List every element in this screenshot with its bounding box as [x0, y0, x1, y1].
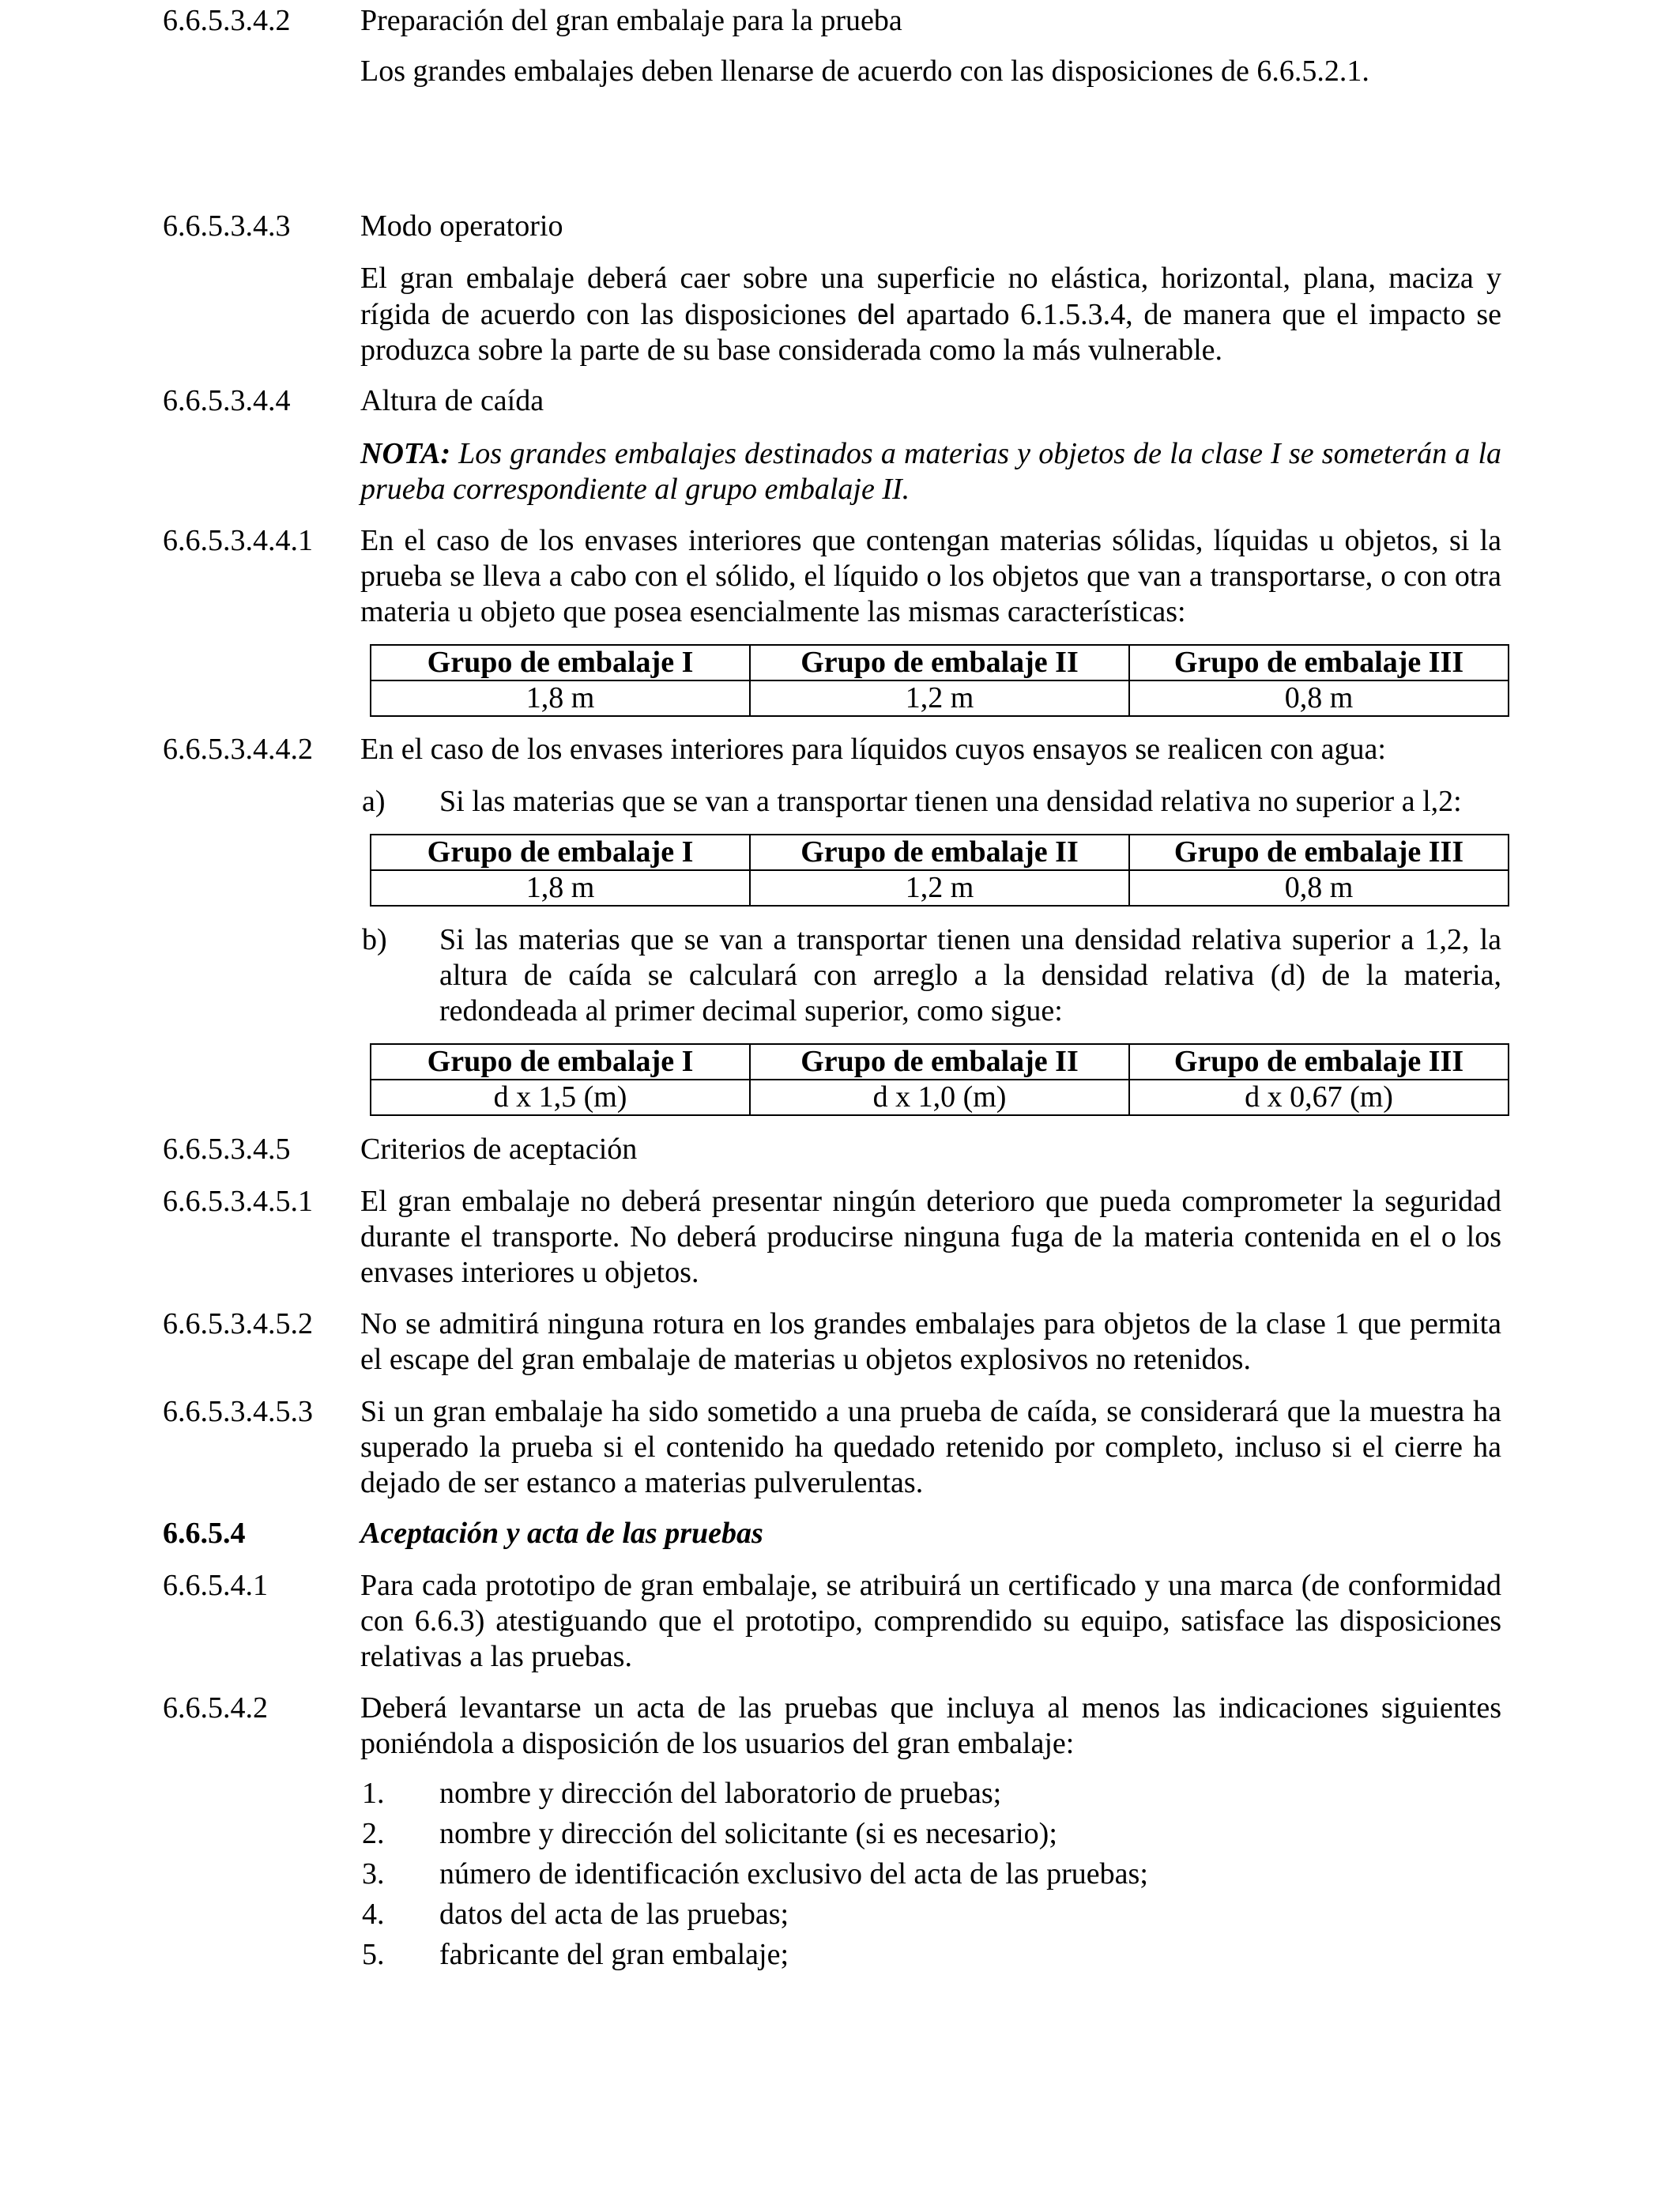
list-item-text: nombre y dirección del laboratorio de pruebas; [439, 1777, 1002, 1810]
section-number: 6.6.5.4.1 [163, 1569, 268, 1602]
list-marker: a) [362, 785, 386, 818]
note-text: Los grandes embalajes destinados a materias y objetos de la clase I se someterán a la prueba correspondiente al grupo embalaje II. [360, 437, 1501, 506]
list-marker: 4. [362, 1898, 385, 1931]
table-cell: 0,8 m [1129, 680, 1509, 716]
list-marker: 5. [362, 1938, 385, 1971]
table-cell: 1,8 m [371, 680, 750, 716]
list-item-text: Si las materias que se van a transportar tienen una densidad relativa superior a 1,2, la altura de caída se calculará con arreglo a la densidad relativa (d) de la materia, redondeada al primer decimal superior, como sigue: [439, 923, 1501, 1027]
section-title: Preparación del gran embalaje para la prueba [360, 4, 902, 37]
list-item-text: número de identificación exclusivo del acta de las pruebas; [439, 1857, 1148, 1891]
list-marker: 3. [362, 1857, 385, 1891]
paragraph: Los grandes embalajes deben llenarse de acuerdo con las disposiciones de 6.6.5.2.1. [360, 55, 1369, 88]
table-row [371, 1080, 1509, 1115]
section-number: 6.6.5.3.4.5.3 [163, 1395, 313, 1428]
drop-height-table [370, 834, 1509, 907]
paragraph: Para cada prototipo de gran embalaje, se atribuirá un certificado y una marca (de conformidad con 6.6.3) atestiguando que el prototipo, comprendido su equipo, satisface las disposiciones relativas a las pruebas. [360, 1569, 1501, 1673]
table-header-row [371, 645, 1509, 680]
section-title: Modo operatorio [360, 209, 563, 243]
list-item-text: fabricante del gran embalaje; [439, 1938, 789, 1971]
section-number: 6.6.5.3.4.4.1 [163, 524, 313, 557]
table-header-row [371, 1044, 1509, 1080]
drop-height-table [370, 1043, 1509, 1116]
paragraph-text: apartado 6.1.5.3.4, de manera que el impacto se produzca sobre la parte de su base considerada como la más vulnerable. [360, 298, 1501, 367]
section-number: 6.6.5.3.4.2 [163, 4, 291, 37]
paragraph: No se admitirá ninguna rotura en los grandes embalajes para objetos de la clase 1 que permita el escape del gran embalaje de materias u objetos explosivos no retenidos. [360, 1307, 1501, 1376]
section-title: Altura de caída [360, 384, 544, 417]
section-number: 6.6.5.4 [163, 1517, 246, 1550]
section-number: 6.6.5.4.2 [163, 1691, 268, 1725]
table-header-cell: Grupo de embalaje III [1129, 835, 1509, 870]
table-row [371, 870, 1509, 906]
table-cell: d x 1,0 (m) [750, 1080, 1129, 1115]
list-marker: 1. [362, 1777, 385, 1810]
note-label: NOTA: [360, 437, 450, 470]
section-number: 6.6.5.3.4.5.1 [163, 1185, 313, 1218]
list-item-text: datos del acta de las pruebas; [439, 1898, 789, 1931]
table-cell: d x 1,5 (m) [371, 1080, 750, 1115]
note [360, 436, 1501, 507]
paragraph: Si un gran embalaje ha sido sometido a una prueba de caída, se considerará que la muestra ha superado la prueba si el contenido ha quedado retenido por completo, incluso si el cierre ha dejado de ser estanco a materias pulverulentas. [360, 1395, 1501, 1499]
table-header-cell: Grupo de embalaje III [1129, 1044, 1509, 1080]
list-marker: b) [362, 923, 387, 956]
table-header-cell: Grupo de embalaje II [750, 835, 1129, 870]
paragraph: El gran embalaje no deberá presentar ningún deterioro que pueda comprometer la seguridad durante el transporte. No deberá producirse ninguna fuga de la materia contenida en el o los envases interiores u objetos. [360, 1185, 1501, 1289]
paragraph: Deberá levantarse un acta de las pruebas que incluya al menos las indicaciones siguientes poniéndola a disposición de los usuarios del gran embalaje: [360, 1691, 1501, 1760]
table-cell: 1,2 m [750, 870, 1129, 906]
table-header-cell: Grupo de embalaje I [371, 645, 750, 680]
section-title: Criterios de aceptación [360, 1133, 638, 1166]
table-cell: 0,8 m [1129, 870, 1509, 906]
section-number: 6.6.5.3.4.5.2 [163, 1307, 313, 1340]
paragraph: En el caso de los envases interiores para líquidos cuyos ensayos se realicen con agua: [360, 733, 1386, 766]
table-header-cell: Grupo de embalaje II [750, 1044, 1129, 1080]
table-header-cell: Grupo de embalaje I [371, 835, 750, 870]
paragraph [360, 261, 1501, 368]
table-cell: 1,2 m [750, 680, 1129, 716]
list-item-text: nombre y dirección del solicitante (si es necesario); [439, 1817, 1057, 1850]
paragraph: En el caso de los envases interiores que contengan materias sólidas, líquidas u objetos, si la prueba se lleva a cabo con el sólido, el líquido o los objetos que van a transportarse, o con otra materia u objeto que posea esencialmente las mismas características: [360, 524, 1501, 628]
section-number: 6.6.5.3.4.5 [163, 1133, 291, 1166]
table-header-row [371, 835, 1509, 870]
table-cell: d x 0,67 (m) [1129, 1080, 1509, 1115]
section-number: 6.6.5.3.4.4 [163, 384, 291, 417]
table-header-cell: Grupo de embalaje III [1129, 645, 1509, 680]
section-number: 6.6.5.3.4.4.2 [163, 733, 313, 766]
list-item-text: Si las materias que se van a transportar tienen una densidad relativa no superior a l,2: [439, 785, 1462, 818]
table-header-cell: Grupo de embalaje I [371, 1044, 750, 1080]
section-number: 6.6.5.3.4.3 [163, 209, 291, 243]
paragraph-text-sans: del [857, 298, 895, 330]
paragraph-text: El gran embalaje deberá caer sobre una superficie no elástica, horizontal, plana, maciza y rígida de acuerdo con las disposiciones [360, 262, 1501, 331]
table-cell: 1,8 m [371, 870, 750, 906]
table-header-cell: Grupo de embalaje II [750, 645, 1129, 680]
drop-height-table [370, 644, 1509, 717]
table-row [371, 680, 1509, 716]
list-marker: 2. [362, 1817, 385, 1850]
section-title: Aceptación y acta de las pruebas [360, 1517, 763, 1550]
